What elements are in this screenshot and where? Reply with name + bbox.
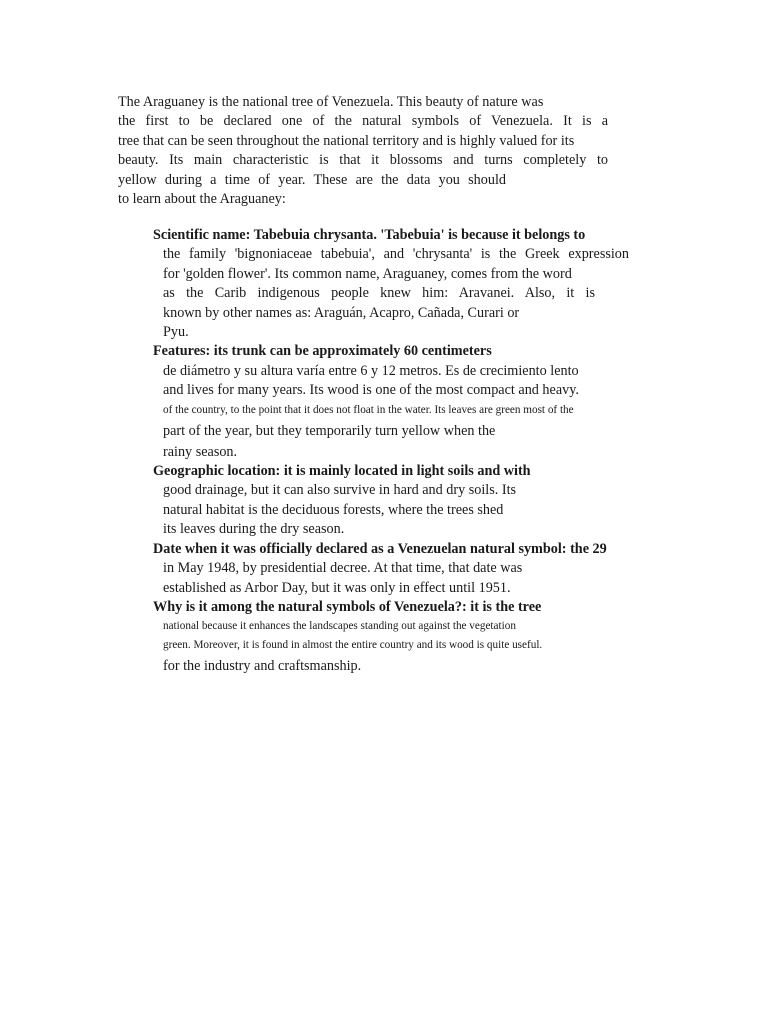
item-body bbox=[142, 559, 632, 598]
item-body bbox=[142, 362, 632, 462]
item-line: as the Carib indigenous people knew him: Aravanei. Also, it is bbox=[163, 285, 595, 302]
item-line: national because it enhances the landscapes standing out against the vegetation bbox=[163, 620, 516, 633]
item-heading: Scientific name: Tabebuia chrysanta. 'Tabebuia' is because it belongs to bbox=[153, 227, 586, 243]
item-line: green. Moreover, it is found in almost the entire country and its wood is quite useful. bbox=[163, 639, 543, 652]
item-body bbox=[142, 481, 632, 539]
item-body bbox=[142, 617, 632, 678]
item-line: established as Arbor Day, but it was only in effect until 1951. bbox=[163, 579, 511, 596]
item-heading: Geographic location: it is mainly located in light soils and with bbox=[153, 463, 531, 480]
intro-line: beauty. Its main characteristic is that it blossoms and turns completely to bbox=[118, 152, 608, 169]
list-item bbox=[142, 226, 632, 342]
intro-line: The Araguaney is the national tree of Venezuela. This beauty of nature was bbox=[118, 94, 544, 110]
item-body bbox=[142, 245, 632, 342]
item-line: rainy season. bbox=[163, 443, 238, 460]
item-line: known by other names as: Araguán, Acapro, Cañada, Curari or bbox=[163, 304, 520, 321]
item-line: its leaves during the dry season. bbox=[163, 521, 345, 538]
item-line: part of the year, but they temporarily turn yellow when the bbox=[163, 422, 496, 439]
item-line: in May 1948, by presidential decree. At that time, that date was bbox=[163, 560, 523, 577]
intro-line: the first to be declared one of the natural symbols of Venezuela. It is a bbox=[118, 113, 608, 130]
item-line: natural habitat is the deciduous forests, where the trees shed bbox=[163, 501, 504, 518]
item-line: for 'golden flower'. Its common name, Araguaney, comes from the word bbox=[163, 265, 572, 282]
item-line: and lives for many years. Its wood is one of the most compact and heavy. bbox=[163, 382, 579, 399]
facts-list bbox=[142, 226, 632, 678]
item-line: Pyu. bbox=[163, 324, 189, 341]
item-heading: Why is it among the natural symbols of Venezuela?: it is the tree bbox=[153, 598, 542, 615]
intro-line: tree that can be seen throughout the national territory and is highly valued for its bbox=[118, 132, 575, 149]
list-item bbox=[142, 462, 632, 540]
intro-line: to learn about the Araguaney: bbox=[118, 191, 286, 208]
list-item bbox=[142, 598, 632, 678]
list-item bbox=[142, 540, 632, 598]
list-item bbox=[142, 342, 632, 462]
item-line: the family 'bignoniaceae tabebuia', and 'chrysanta' is the Greek expression bbox=[163, 246, 629, 263]
item-heading: Date when it was officially declared as a Venezuelan natural symbol: the 29 bbox=[153, 540, 607, 557]
intro-paragraph bbox=[118, 93, 608, 209]
item-line: of the country, to the point that it does not float in the water. Its leaves are green most of the bbox=[163, 403, 574, 416]
item-line: de diámetro y su altura varía entre 6 y 12 metros. Es de crecimiento lento bbox=[163, 362, 579, 379]
item-line: for the industry and craftsmanship. bbox=[163, 658, 362, 675]
item-heading: Features: its trunk can be approximately 60 centimeters bbox=[153, 343, 492, 360]
intro-line: yellow during a time of year. These are the data you should bbox=[118, 171, 506, 188]
item-line: good drainage, but it can also survive in hard and dry soils. Its bbox=[163, 482, 517, 499]
